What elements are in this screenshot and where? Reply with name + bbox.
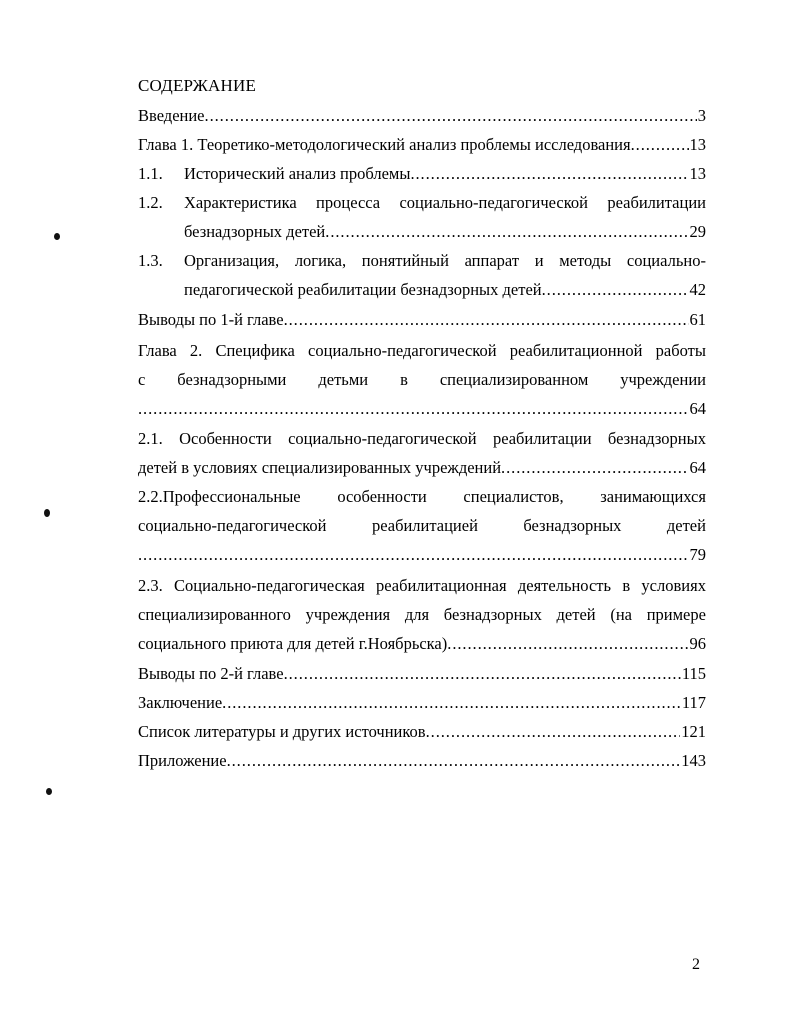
- toc-page: 115: [681, 664, 706, 683]
- toc-entry-section-1-1[interactable]: [184, 164, 706, 184]
- toc-entry-section-2-2-line2[interactable]: социально-педагогической реабилитацией безнадзорных детей: [138, 516, 706, 535]
- toc-label: Глава 1. Теоретико-методологический анализ проблемы исследования: [138, 135, 631, 154]
- toc-page: 42: [689, 280, 706, 299]
- toc-page: 3: [697, 106, 706, 125]
- toc-entry-intro[interactable]: [138, 106, 706, 126]
- toc-label: Список литературы и других источников: [138, 722, 426, 741]
- toc-label: детей в условиях специализированных учреждений: [138, 458, 502, 477]
- toc-page: 64: [689, 458, 706, 477]
- toc-page: 79: [689, 545, 706, 564]
- toc-page: 64: [689, 399, 706, 418]
- toc-page: 96: [689, 634, 706, 653]
- toc-entry-section-1-2-line2[interactable]: [184, 222, 706, 242]
- toc-title: СОДЕРЖАНИЕ: [138, 76, 257, 95]
- scan-speck: [44, 509, 50, 517]
- toc-label: социального приюта для детей г.Ноябрьска): [138, 634, 448, 653]
- toc-entry-bibliography[interactable]: [138, 722, 706, 742]
- scan-speck: [46, 788, 52, 795]
- toc-label: Исторический анализ проблемы: [184, 164, 411, 183]
- toc-label: Выводы по 1-й главе: [138, 310, 284, 329]
- toc-page: 13: [689, 164, 706, 183]
- toc-entry-section-1-2-line1[interactable]: Характеристика процесса социально-педагогической реабилитации: [184, 193, 706, 212]
- toc-entry-section-2-3-line2[interactable]: специализированного учреждения для безнадзорных детей (на примере: [138, 605, 706, 624]
- toc-entry-chapter-2-line1[interactable]: Глава 2. Специфика социально-педагогической реабилитационной работы: [138, 341, 706, 360]
- toc-page: 61: [689, 310, 706, 329]
- toc-page: 13: [689, 135, 706, 154]
- toc-label: Введение: [138, 106, 205, 125]
- toc-entry-chapter-1[interactable]: [138, 135, 706, 155]
- page-number: 2: [692, 956, 700, 973]
- toc-entry-section-1-3-line1[interactable]: Организация, логика, понятийный аппарат и методы социально-: [184, 251, 706, 270]
- toc-entry-appendix[interactable]: [138, 751, 706, 771]
- toc-label: Приложение: [138, 751, 227, 770]
- toc-page: 143: [681, 751, 706, 770]
- toc-entry-section-2-3-line1[interactable]: 2.3. Социально-педагогическая реабилитационная деятельность в условиях: [138, 576, 706, 595]
- toc-entry-conclusions-2[interactable]: [138, 664, 706, 684]
- toc-page: 121: [681, 722, 706, 741]
- toc-entry-section-2-2-line1[interactable]: 2.2.Профессиональные особенности специалистов, занимающихся: [138, 487, 706, 506]
- toc-section-number: 1.2.: [138, 193, 163, 212]
- toc-entry-conclusions-1[interactable]: [138, 310, 706, 330]
- toc-label: безнадзорных детей: [184, 222, 326, 241]
- toc-entry-section-2-3-line3[interactable]: [138, 634, 706, 654]
- toc-section-number: 1.1.: [138, 164, 163, 183]
- toc-page: 117: [681, 693, 706, 712]
- toc-entry-chapter-2-line3[interactable]: [138, 399, 706, 419]
- toc-label: Выводы по 2-й главе: [138, 664, 284, 683]
- toc-entry-section-2-1-line2[interactable]: [138, 458, 706, 478]
- toc-page: 29: [689, 222, 706, 241]
- toc-section-number: 1.3.: [138, 251, 163, 270]
- toc-entry-section-2-1-line1[interactable]: 2.1. Особенности социально-педагогической реабилитации безнадзорных: [138, 429, 706, 448]
- toc-entry-section-2-2-line3[interactable]: [138, 545, 706, 565]
- toc-label: Заключение: [138, 693, 223, 712]
- toc-entry-section-1-3-line2[interactable]: [184, 280, 706, 300]
- scan-speck: [54, 233, 60, 240]
- toc-entry-conclusion[interactable]: [138, 693, 706, 713]
- toc-label: педагогической реабилитации безнадзорных детей: [184, 280, 542, 299]
- toc-entry-chapter-2-line2[interactable]: с безнадзорными детьми в специализированном учреждении: [138, 370, 706, 389]
